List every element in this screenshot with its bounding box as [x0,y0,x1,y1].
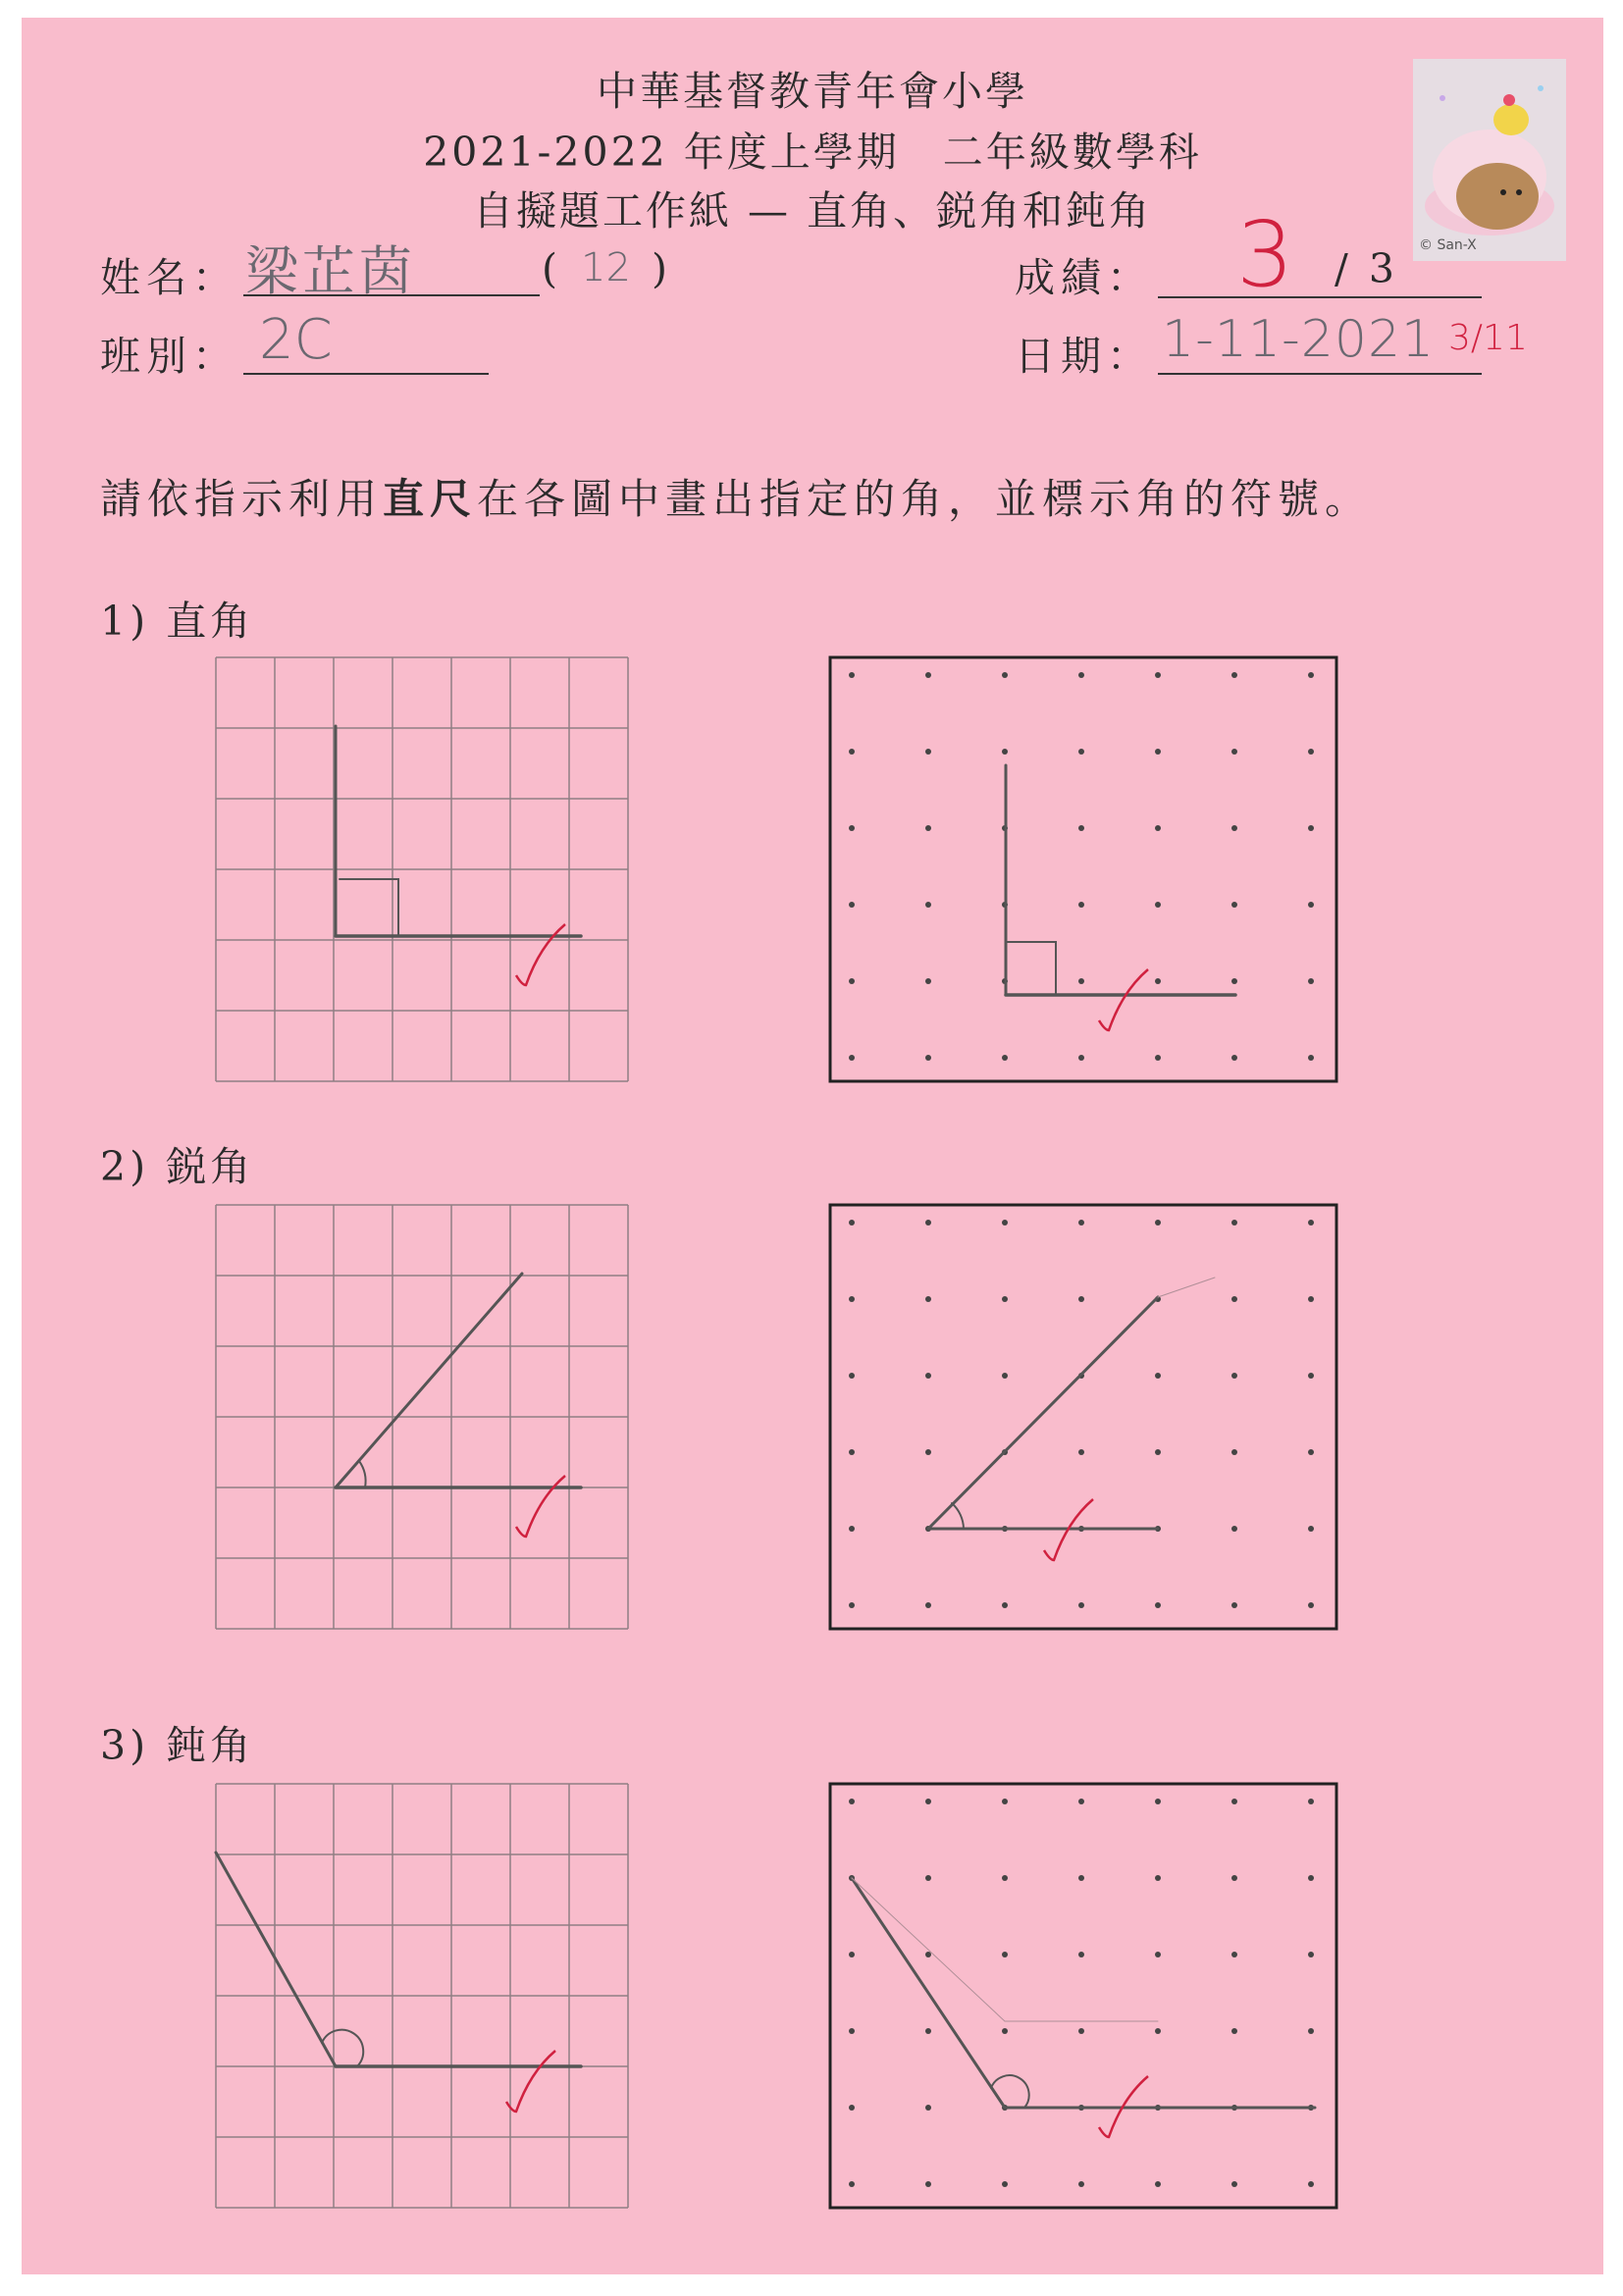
class-value: 2C [259,308,333,372]
marker-note: 3/11 [1448,318,1528,358]
q3-square-grid [212,1782,644,2210]
q3-grid-arm-slant [216,1852,336,2066]
tonkatsu-character-icon [1413,59,1566,261]
q2-dot-angle-arc [952,1503,964,1529]
score-value: 3 [1236,202,1294,307]
instruction-text-1: 請依指示利用 [100,475,384,523]
q1-grid-right-angle-mark [340,879,398,936]
number-close-paren: ) [652,245,673,292]
instruction [100,467,1372,526]
instruction-text-2: 在各圖中畫出指定的角，並標示角的符號。 [477,475,1373,523]
q2-grid-angle-arc [359,1461,366,1487]
q2-square-grid [212,1203,644,1631]
worksheet-title: 自擬題工作紙 — 直角、鋭角和鈍角 [472,187,1153,235]
question-3-label: 3) 鈍角 [100,1722,255,1769]
q2-dot-arm-slant [928,1297,1158,1529]
name-underline [243,294,540,296]
student-number: 12 [581,245,631,290]
q1-dot-right-angle-mark [1006,942,1056,995]
class-underline [243,373,489,375]
question-1-label: 1) 直角 [100,598,255,645]
name-value: 梁芷茵 [245,240,416,302]
q1-dot-check-icon [1099,969,1148,1030]
school-name: 中華基督教青年會小學 [597,68,1028,115]
date-label: 日期： [1015,333,1153,380]
q1-dot-grid [828,655,1338,1083]
q3-dot-angle-arc [991,2075,1029,2108]
q2-dot-grid [828,1203,1338,1631]
class-label: 班別： [100,333,238,380]
term-subject: 2021-2022 年度上學期 二年級數學科 [423,129,1202,176]
question-2-label: 2) 鋭角 [100,1143,255,1190]
character-sticker [1413,59,1566,261]
q3-dot-grid [828,1782,1338,2210]
q2-grid-check-icon [516,1476,565,1537]
score-label: 成績： [1015,254,1153,301]
date-underline [1158,373,1482,375]
sticker-credit: © San-X [1419,237,1477,253]
q3-grid-check-icon [506,2051,555,2112]
q3-grid-angle-arc [322,2030,363,2066]
q3-dot-arm-slant [852,1878,1005,2108]
q3-dot-faint-line-1 [852,1878,1005,2021]
q1-square-grid [212,655,644,1083]
worksheet-page [22,18,1603,2274]
q1-grid-check-icon [516,924,565,985]
number-open-paren: ( [542,245,563,292]
date-value: 1-11-2021 [1162,310,1436,369]
q2-grid-arm-slant [336,1274,522,1487]
instruction-emphasis: 直尺 [383,475,478,523]
q2-dot-faint-line [1158,1278,1215,1297]
name-label: 姓名： [100,254,238,301]
score-underline [1158,296,1482,298]
score-total: / 3 [1335,245,1398,292]
